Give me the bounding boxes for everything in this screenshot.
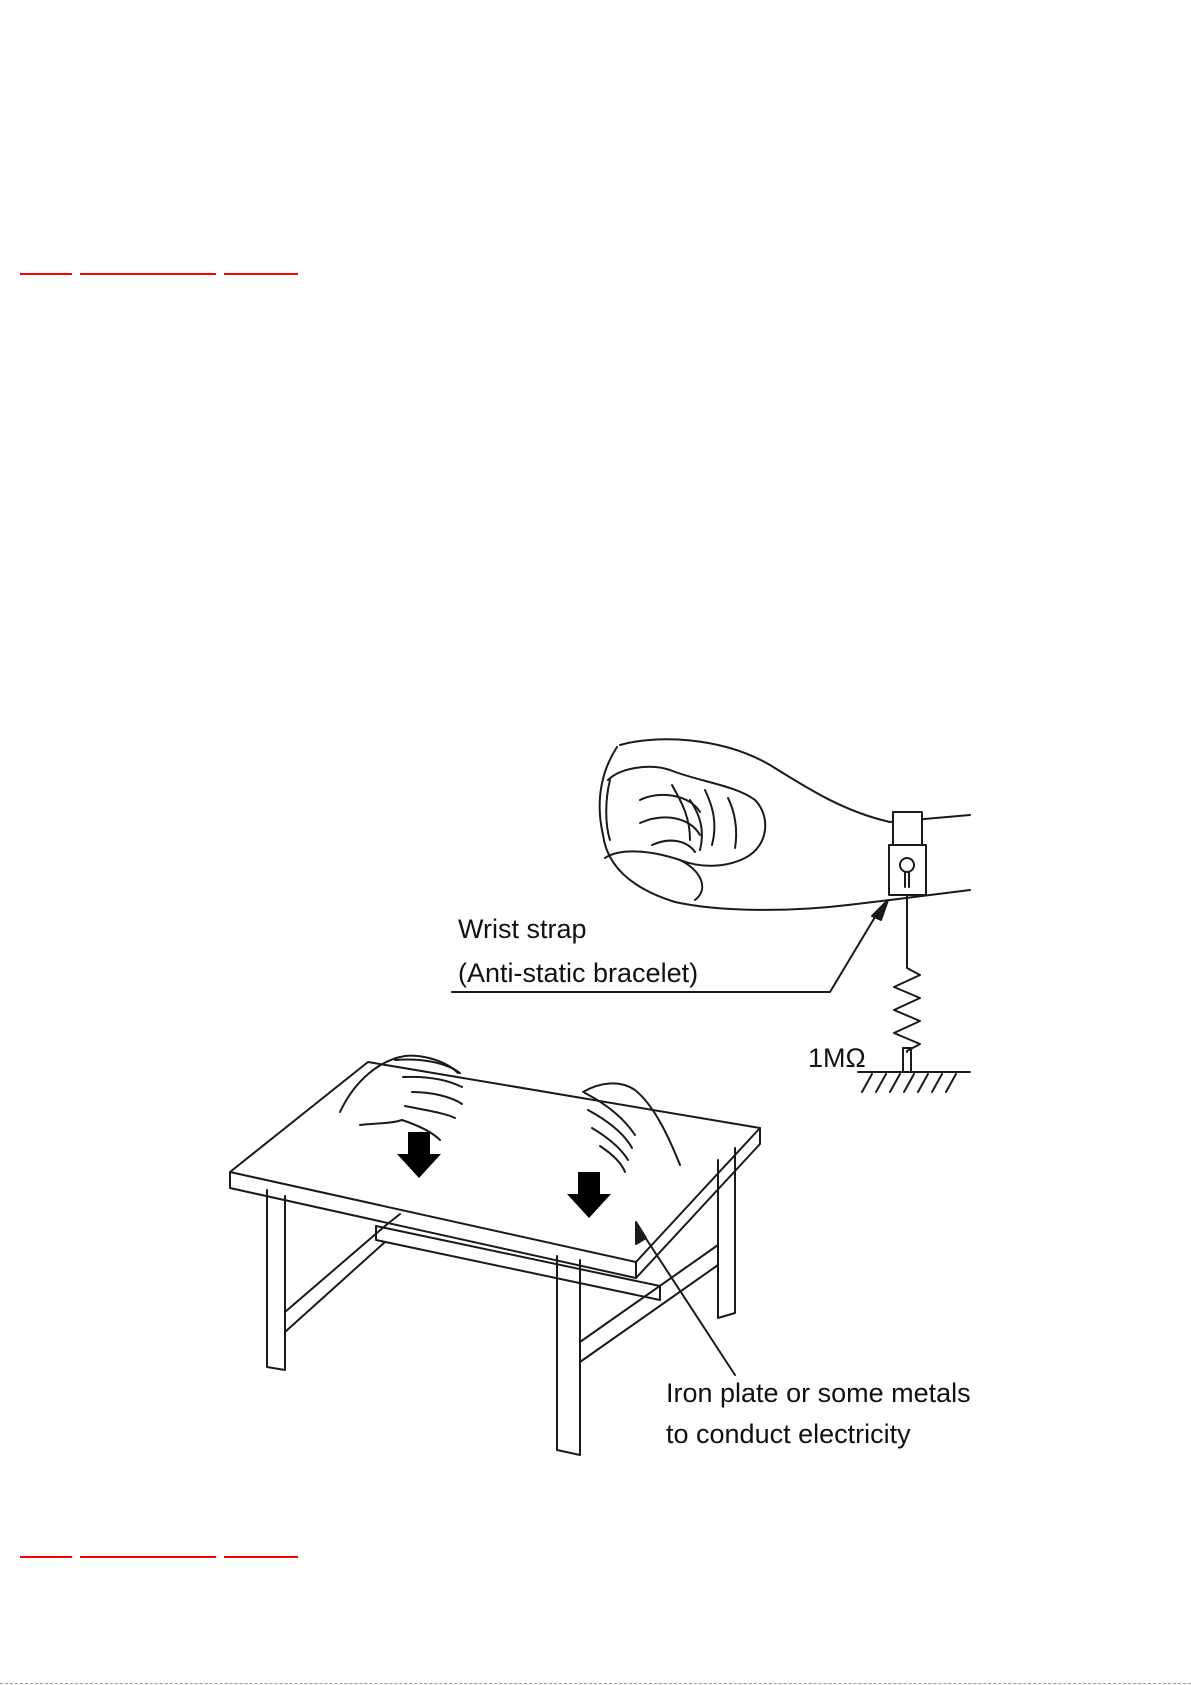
ground-wire (858, 895, 970, 1092)
leader-arrowhead (872, 900, 888, 920)
bottom-nav-links (20, 1547, 298, 1558)
nav-link-3[interactable] (224, 1547, 298, 1558)
iron-plate-label-line-1: Iron plate or some metals (666, 1378, 971, 1408)
wrist-strap (889, 812, 926, 895)
iron-plate-leader (643, 1234, 735, 1375)
anti-static-label: (Anti-static bracelet) (458, 958, 699, 988)
page-boundary (0, 1683, 1191, 1684)
resistor-label: 1MΩ (808, 1043, 866, 1073)
iron-plate-label-line-2: to conduct electricity (666, 1419, 911, 1449)
nav-link-2[interactable] (80, 1547, 216, 1558)
nav-link-1[interactable] (20, 1547, 72, 1558)
wrist-strap-label: Wrist strap (458, 914, 587, 944)
